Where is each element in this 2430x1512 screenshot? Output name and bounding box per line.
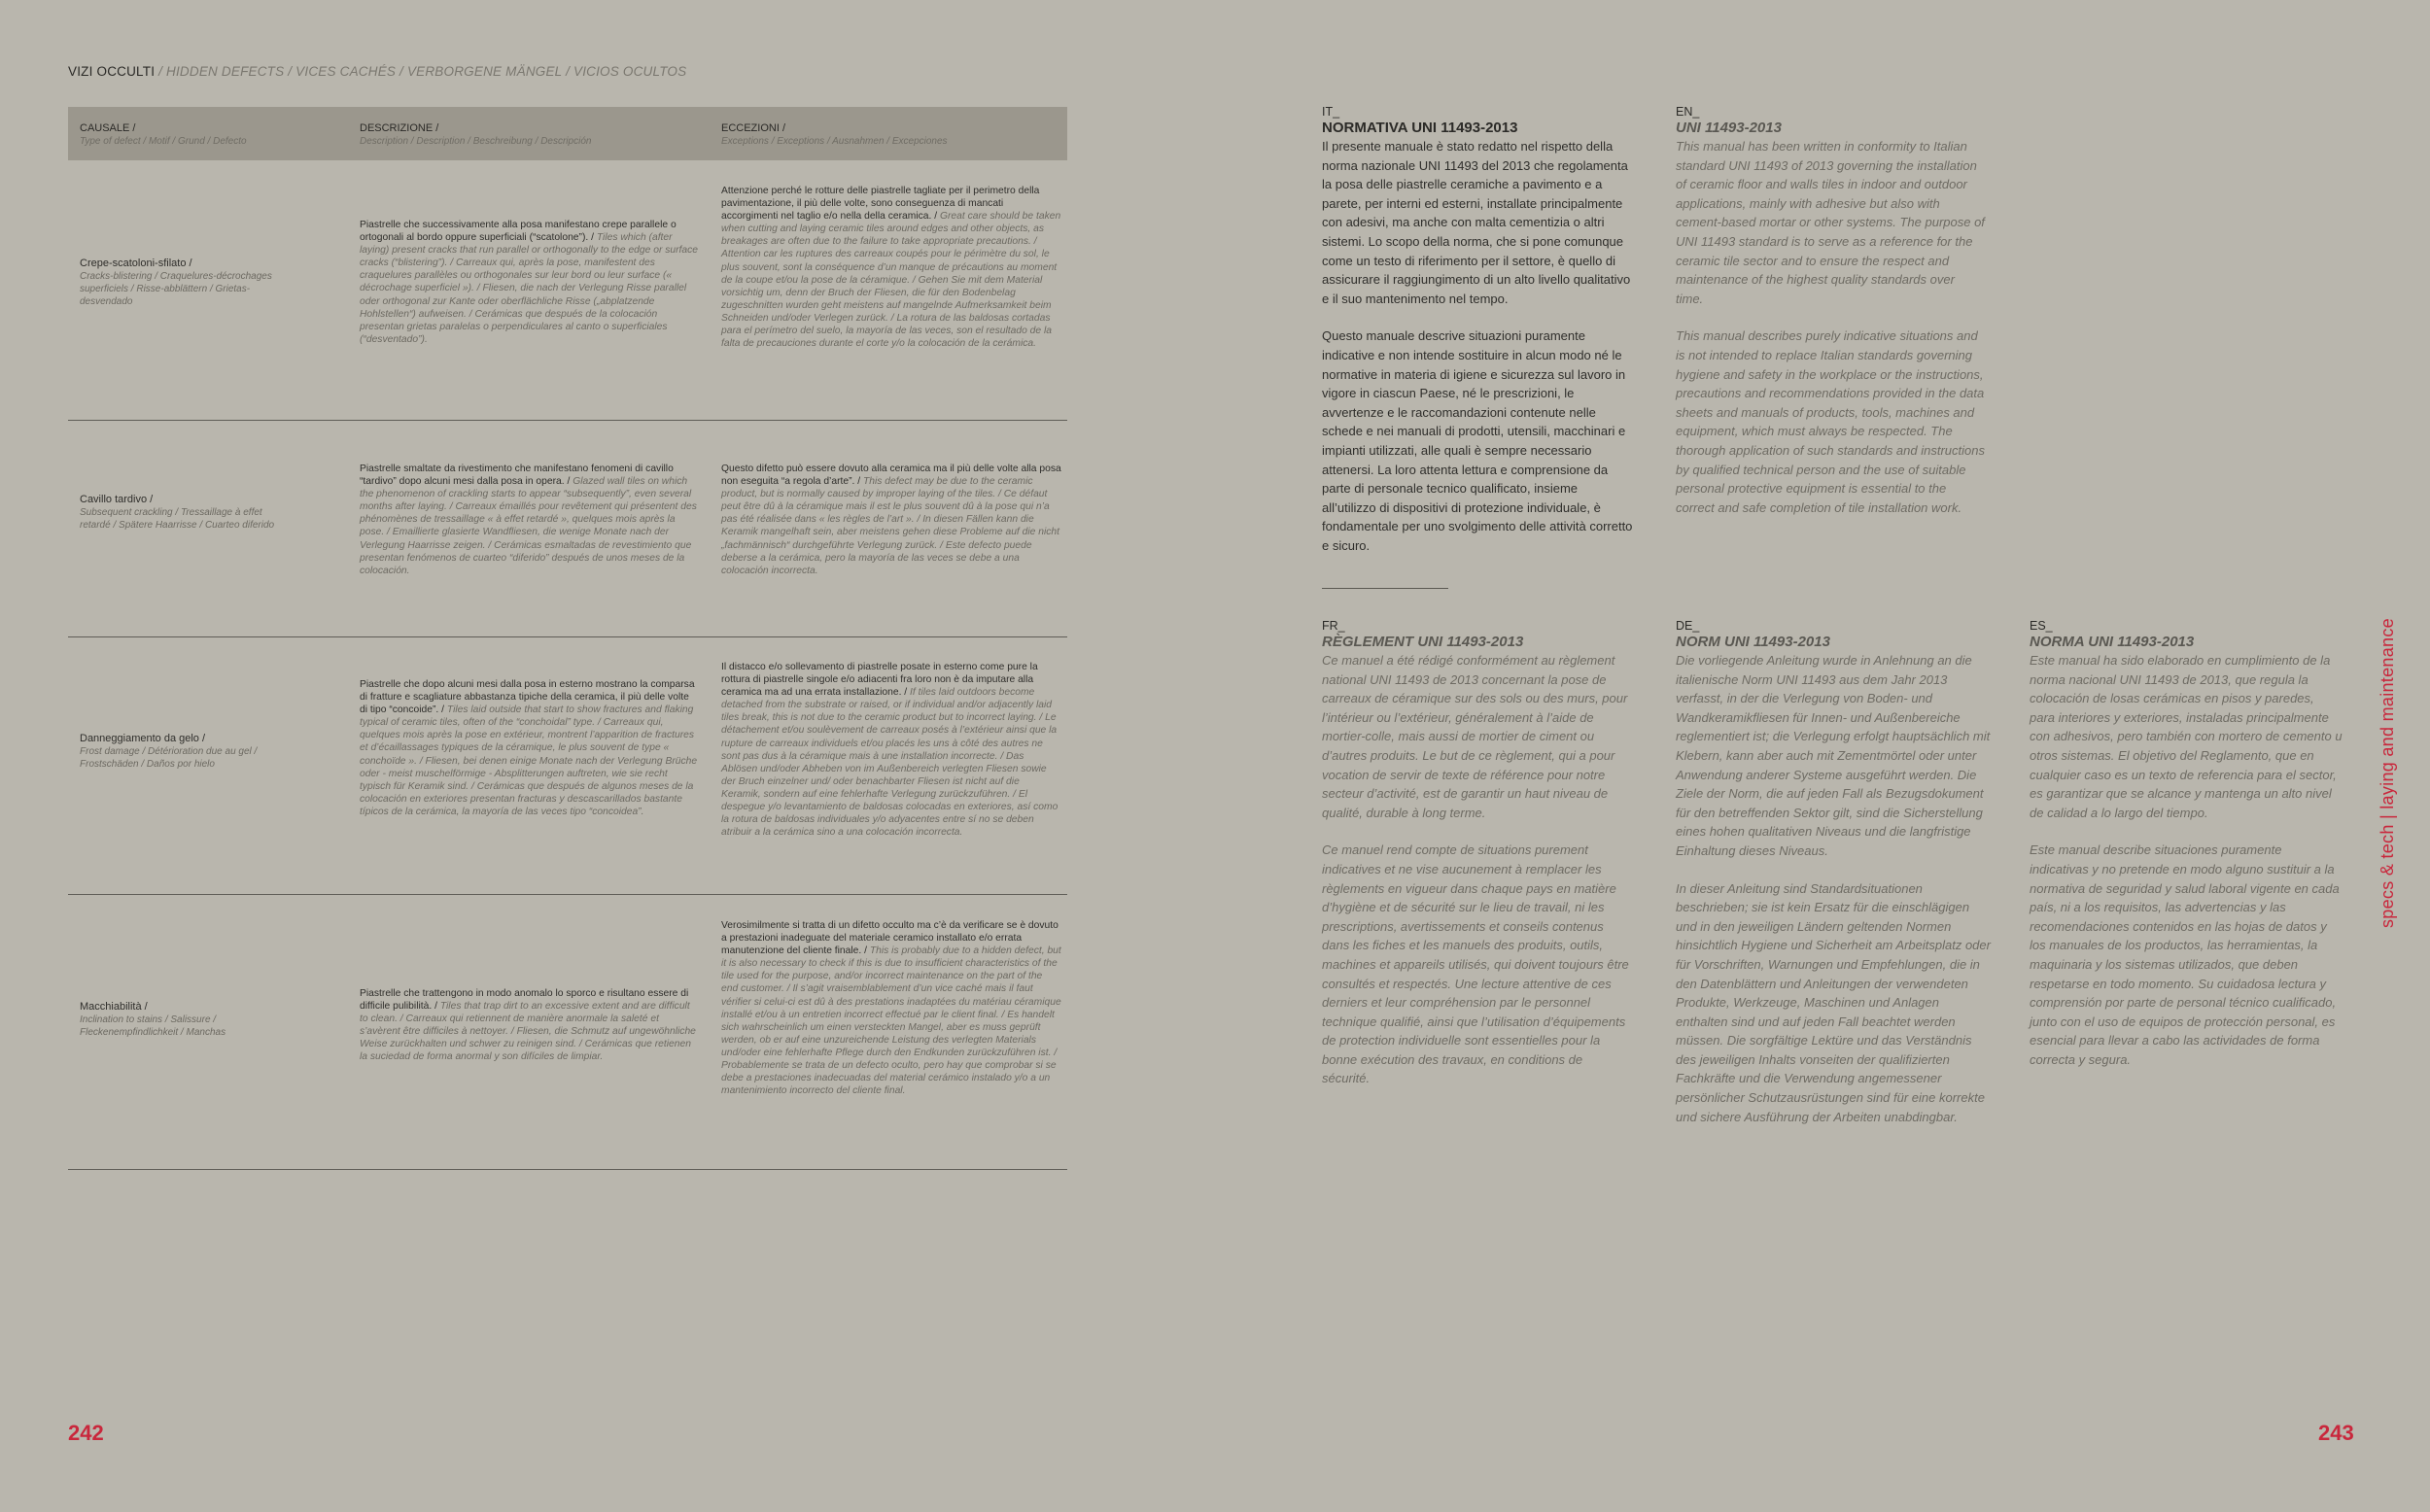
section-code: IT_ <box>1322 105 1340 119</box>
table-row-description: Piastrelle che trattengono in modo anomalo lo sporco e risultano essere di difficile pulibilità. / Tiles that trap dirt to an excessive extent and are difficult to clean. / Carreaux qui retiennent de manière anormale la saleté et s’avèrent être difficiles à nettoyer. / Fliesen, die Schmutz auf ungewöhnliche Weise zurückhalten und schwer zu reinigen sind. / Cerámicas que retienen la suciedad de forma anormal y son difíciles de limpiar. <box>360 988 696 1063</box>
column-header-exceptions: ECCEZIONI / Exceptions / Exceptions / Ausnahmen / Excepciones <box>721 122 948 147</box>
page-title <box>68 64 686 79</box>
section-paragraph: In dieser Anleitung sind Standardsituationen beschrieben; sie ist kein Ersatz für die einschlägigen und in den jeweiligen Ländern geltenden Normen hinsichtlich Hygiene und Sicherheit am Arbeitsplatz oder für Vorschriften, Warnungen und Empfehlungen, die in den Datenblättern und Anleitungen der verwendeten Produkte, Werkzeuge, Maschinen und Anlagen enthalten sind und auf jeden Fall beachtet werden müssen. Die sorgfältige Lektüre und das Verständnis des jeweiligen Inhalts vonseiten der qualifizierten Fachkräfte und die Verwendung angemessener persönlicher Schutzausrüstungen sind für eine korrekte und sichere Ausführung der Arbeiten unabdingbar. <box>1676 880 1991 1124</box>
section-code: EN_ <box>1676 105 1700 119</box>
section-paragraph: Este manual describe situaciones puramente indicativas y no pretende en modo alguno sustituir a la normativa de seguridad y salud laboral vigente en cada país, ni a los requisitos, las advertencias y las recomendaciones contenidos en las hojas de datos y los manuales de los productos, las herramientas, la maquinaria y los sistemas utilizados, que deben respetarse en todo momento. Su cuidadosa lectura y comprensión por parte de personal técnico cualificado, junto con el uso de equipos de protección personal, es esencial para llevar a cabo las actividades de forma correcta y segura. <box>2030 842 2340 1067</box>
table-row-exceptions: Verosimilmente si tratta di un difetto occulto ma c’è da verificare se è dovuto a prestazioni inadeguate del materiale ceramico installato e/o errata manutenzione del cliente finale. / This is probably due to a hidden defect, but it is also necessary to check if this is due to insufficient characteristics of the tile used for the purpose, and/or incorrect maintenance on the part of the end customer. / Il s’agit vraisemblablement d’un vice caché mais il faut vérifier si celui-ci est dû à des prestations inadaptées du matériau céramique installé et/ou à un entretien incorrect effectué par le client final. / Es handelt sich wahrscheinlich um einen versteckten Mangel, aber es muss geprüft werden, ob er auf eine unzureichende Leistung des verlegten Materials und/oder eine fehlerhafte Pflege durch den Endkunden zurückzuführen ist. / Probablemente se trata de un defecto oculto, pero hay que comprobar si se debe a prestaciones inadecuadas del material cerámico instalado y/o a un mantenimiento incorrecto del cliente final. <box>721 920 1061 1097</box>
section-code: ES_ <box>2030 619 2053 633</box>
section-paragraph: Questo manuale descrive situazioni puramente indicative e non intende sostituire in alcun modo né le normative in materia di igiene e sicurezza sul lavoro in vigore in ciascun Paese, né le prescrizioni, le avvertenze e le raccomandazioni contenute nelle schede e nei manuali di prodotti, utensili, macchinari e impianti utilizzati, alle quali è sempre necessario attenersi. La loro attenta lettura e comprensione da parte di personale tecnico qualificato, insieme all’utilizzo di dispositivi di protezione individuale, è fondamentale per uno svolgimento delle attività corretto e sicuro. <box>1322 328 1633 553</box>
title-translations: HIDDEN DEFECTS / VICES CACHÉS / VERBORGENE MÄNGEL / VICIOS OCULTOS <box>166 64 687 79</box>
section-paragraph: Este manual ha sido elaborado en cumplimiento de la norma nacional UNI 11493 de 2013, que regula la colocación de losas cerámicas en pisos y paredes, para interiores y exteriores, instaladas principalmente con adhesivos, pero también con mortero de cemento u otros sistemas. El objetivo del Reglamento, que en cualquier caso es un texto de referencia para el sector, es garantizar que se alcance y mantenga un alto nivel de calidad a lo largo del tiempo. <box>2030 653 2343 820</box>
table-row-exceptions: Questo difetto può essere dovuto alla ceramica ma il più delle volte alla posa non eseguita “a regola d’arte”. / This defect may be due to the ceramic product, but is normally caused by improper laying of the tiles. / Ce défaut peut être dû à la céramique mais il est le plus souvent dû à la pose qui n’a pas été réalisée dans « les règles de l’art ». / In diesen Fällen kann die Keramik mangelhaft sein, aber meistens gehen diese Probleme auf die nicht „fachmännisch“ durchgeführte Verlegung zurück. / Este defecto puede deberse a la cerámica, pero la mayoría de las veces se debe a una colocación incorrecta. <box>721 464 1061 576</box>
section-title: UNI 11493-2013 <box>1676 120 1782 136</box>
section-paragraph: This manual has been written in conformity to Italian standard UNI 11493 of 2013 governing the installation of ceramic floor and walls tiles in indoor and outdoor applications, mainly with adhesive but also with cement-based mortar or other systems. The purpose of UNI 11493 standard is to serve as a reference for the ceramic tile sector and to ensure the respect and maintenance of the highest quality standards over time. <box>1676 139 1985 306</box>
table-row-description: Piastrelle che successivamente alla posa manifestano crepe parallele o ortogonali al bordo oppure superficiali (“scatolone”). / Tiles which (after laying) present cracks that run parallel or orthogonally to the edge or surface cracks (“blistering”). / Carreaux qui, après la pose, manifestent des craquelures parallèles ou orthogonales sur leur bord ou leur surface (« décrochage superficiel »). / Fliesen, die nach der Verlegung Risse parallel oder orthogonal zur Kante oder oberflächliche Risse („abplatzende Hohlstellen“) aufweisen. / Cerámicas que después de la colocación presentan grietas paralelas o perpendiculares al canto o superficiales (“desventado”). <box>360 220 698 345</box>
section-it <box>1322 105 1633 573</box>
page-number-right: 243 <box>2318 1421 2354 1445</box>
section-es <box>2030 619 2343 1087</box>
section-paragraph: Ce manuel a été rédigé conformément au règlement national UNI 11493 de 2013 concernant la pose de carreaux de céramique sur des sols ou des murs, pour l’intérieur ou l’extérieur, généralement à l’aide de mortier-colle, mais aussi de mortier de ciment ou d’autres produits. Le but de ce règlement, qui a pour vocation de servir de texte de référence pour notre secteur d’activité, est de garantir un haut niveau de qualité, durable à long terme. <box>1322 653 1628 820</box>
row-divider <box>68 636 1067 637</box>
table-row-description: Piastrelle che dopo alcuni mesi dalla posa in esterno mostrano la comparsa di fratture e scagliature abbastanza tipiche della ceramica, il più delle volte di tipo “concoide”. / Tiles laid outside that start to show fractures and flaking typical of ceramic tiles, often of the “conchoidal” type. / Carreaux qui, quelques mois après la pose en extérieur, montrent l’apparition de fractures et d’écaillassages typiques de la céramique, le plus souvent de type « conchoïde ». / Fliesen, bei denen einige Monate nach der Verlegung Brüche oder - meist muschelförmige - Absplitterungen auftreten, wie sie recht typisch für Keramik sind. / Cerámicas que después de algunos meses de la colocación en exteriores presentan fracturas y descascarillados bastante típicos de la cerámica, la mayoría de las veces tipo “concoidea”. <box>360 679 698 817</box>
section-title: RÈGLEMENT UNI 11493-2013 <box>1322 634 1524 650</box>
section-divider <box>1322 588 1448 589</box>
row-divider <box>68 420 1067 421</box>
section-title: NORMA UNI 11493-2013 <box>2030 634 2195 650</box>
row-divider <box>68 894 1067 895</box>
table-row-cause: Cavillo tardivo / Subsequent crackling / Tressaillage à effet retardé / Spätere Haarrisse / Cuarteo diferido <box>80 494 275 531</box>
section-code: DE_ <box>1676 619 1700 633</box>
section-en <box>1676 105 1985 535</box>
table-row-cause: Danneggiamento da gelo / Frost damage / Détérioration due au gel / Frostschäden / Daños por hielo <box>80 733 258 770</box>
title-main: VIZI OCCULTI <box>68 64 156 79</box>
table-header <box>68 107 1067 160</box>
section-de <box>1676 619 1993 1145</box>
table-row-exceptions: Il distacco e/o sollevamento di piastrelle posate in esterno come pure la rottura di piastrelle singole e/o adiacenti fra loro non è da imputare alla ceramica ma ad una errata installazione. / If tiles laid outdoors become detached from the substrate or raised, or if individual and/or adjacently laid tiles break, this is not due to the ceramic product but to incorrect laying. / Le détachement et/ou soulèvement de carreaux posés à l’extérieur ainsi que la rupture de carreaux individuels et/ou placés les uns à côté des autres ne sont pas dus à la céramique mais à une installation incorrecte. / Das Ablösen und/oder Abheben von im Außenbereich verlegten Fliesen sowie der Bruch einzelner und/ oder benachbarter Fliesen ist nicht auf die Keramik, sondern auf eine fehlerhafte Verlegung zurückzuführen. / El despegue y/o levantamiento de baldosas colocadas en exteriores, así como la rotura de baldosas individuales y/o adyacentes entre sí no se deben atribuir a la cerámica sino a una colocación incorrecta. <box>721 662 1059 839</box>
section-title: NORM UNI 11493-2013 <box>1676 634 1830 650</box>
table-row-cause: Crepe-scatoloni-sfilato / Cracks-blistering / Craquelures-décrochages superficiels / Risse-abblättern / Grietas-desvendado <box>80 258 272 307</box>
section-paragraph: Il presente manuale è stato redatto nel rispetto della norma nazionale UNI 11493 del 2013 che regolamenta la posa delle piastrelle ceramiche a pavimento e a parete, per interni ed esterni, installate principalmente con adesivi, ma anche con malta cementizia o altri sistemi. Lo scopo della norma, che si pone comunque come un testo di riferimento per il settore, è quello di assicurare il raggiungimento di un alto livello qualitativo e il suo mantenimento nel tempo. <box>1322 139 1631 306</box>
section-fr <box>1322 619 1633 1107</box>
row-divider <box>68 1169 1067 1170</box>
page-number-left: 242 <box>68 1421 104 1445</box>
section-paragraph: Die vorliegende Anleitung wurde in Anlehnung an die italienische Norm UNI 11493 aus dem Jahr 2013 verfasst, in der die Verlegung von Boden- und Wandkeramikfliesen für Innen- und Außenbereiche reglementiert ist; die Verlegung erfolgt hauptsächlich mit Klebern, kann aber auch mit Zementmörtel oder unter Anwendung anderer Systeme ausgeführt werden. Die Ziele der Norm, die auf jeden Fall als Bezugsdokument für den betreffenden Sektor gilt, sind die Sicherstellung eines hohen qualitativen Niveaus und die langfristige Einhaltung dieses Niveaus. <box>1676 653 1991 858</box>
section-code: FR_ <box>1322 619 1345 633</box>
title-sep: / <box>155 64 167 79</box>
side-section-label: specs & tech | laying and maintenance <box>2378 618 2397 928</box>
column-header-description: DESCRIZIONE / Description / Description / Beschreibung / Descripción <box>360 122 592 147</box>
section-title: NORMATIVA UNI 11493-2013 <box>1322 120 1518 136</box>
column-header-cause: CAUSALE / Type of defect / Motif / Grund / Defecto <box>80 122 247 147</box>
section-paragraph: This manual describes purely indicative situations and is not intended to replace Italian standards governing hygiene and safety in the workplace or the instructions, precautions and recommendations provided in the data sheets and manuals of products, tools, machines and equipment, which must always be respected. The thorough application of such standards and instructions by qualified technical person and the use of suitable personal protective equipment is essential to the correct and safe completion of tile installation work. <box>1676 328 1985 515</box>
table-row-description: Piastrelle smaltate da rivestimento che manifestano fenomeni di cavillo “tardivo” dopo alcuni mesi dalla posa in opera. / Glazed wall tiles on which the phenomenon of crackling starts to appear “subsequently”, even several months after laying. / Carreaux émaillés pour revêtement qui présentent des phénomènes de tressaillage « à effet retardé », quelques mois après la pose. / Emaillierte glasierte Wandfliesen, die wenige Monate nach der Verlegung Haarrisse zeigen. / Cerámicas esmaltadas de revestimiento que presentan fenómenos de cuarteo “diferido” después de unos meses de la colocación. <box>360 464 697 576</box>
table-row-cause: Macchiabilità / Inclination to stains / Salissure / Fleckenempfindlichkeit / Manchas <box>80 1001 226 1038</box>
section-paragraph: Ce manuel rend compte de situations purement indicatives et ne vise aucunement à remplacer les règlements en vigueur dans chaque pays en matière d’hygiène et de sécurité sur le lieu de travail, ni les prescriptions, avertissements et conseils contenus dans les fiches et les manuels des produits, outils, machines et appareils utilisés, qui doivent toujours être consultés et respectés. Une lecture attentive de ces derniers et leur compréhension par le personnel technique qualifié, ainsi que l’utilisation d’équipements de protection individuelle sont essentielles pour la bonne exécution des travaux, en conditions de sécurité. <box>1322 842 1629 1086</box>
table-row-exceptions: Attenzione perché le rotture delle piastrelle tagliate per il perimetro della pavimentazione, il più delle volte, sono conseguenza di mancati accorgimenti nel taglio e/o nella della ceramica. / Great care should be taken when cutting and laying ceramic tiles around edges and other objects, as breakages are often due to the failure to take appropriate precautions. / Attention car les ruptures des carreaux coupés pour le périmètre du sol, le plus souvent, sont la conséquence d’un manque de précautions au moment de la coupe et/ou la pose de la céramique. / Gehen Sie mit dem Material vorsichtig um, denn der Bruch der Fliesen, die für den Bodenbelag zugeschnitten wurden geht meistens auf mangelnde Aufmerksamkeit beim Schneiden und/oder Verlegen zurück. / La rotura de las baldosas cortadas para el perímetro del suelo, la mayoría de las veces, son el resultado de la falta de precauciones durante el corte y/o la colocación de la cerámica. <box>721 186 1061 350</box>
